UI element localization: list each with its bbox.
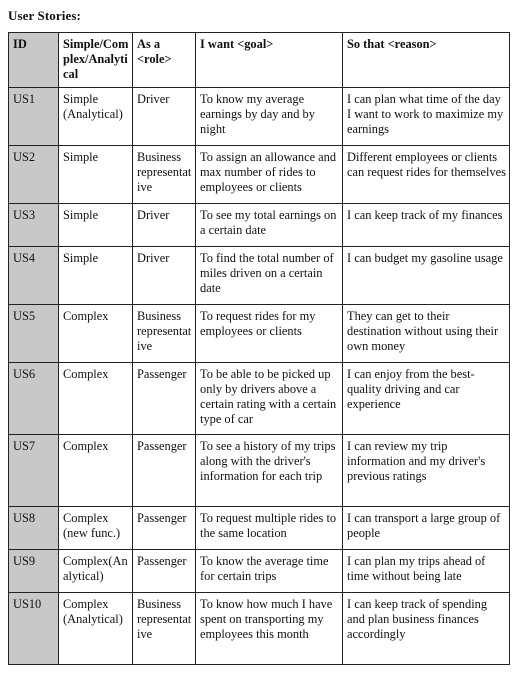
column-header-type: Simple/Complex/Analytical <box>59 33 133 88</box>
table-row <box>9 305 510 363</box>
cell-role: Business representative <box>133 305 196 363</box>
table-row <box>9 593 510 665</box>
cell-id: US9 <box>9 550 59 593</box>
table-row <box>9 435 510 507</box>
cell-goal: To see my total earnings on a certain date <box>196 204 343 247</box>
column-header-id: ID <box>9 33 59 88</box>
cell-goal: To be able to be picked up only by drivers above a certain rating with a certain type of car <box>196 363 343 435</box>
cell-goal: To request rides for my employees or clients <box>196 305 343 363</box>
cell-reason: I can transport a large group of people <box>343 507 510 550</box>
cell-role: Driver <box>133 88 196 146</box>
cell-goal: To know the average time for certain trips <box>196 550 343 593</box>
cell-type: Complex <box>59 305 133 363</box>
table-row <box>9 363 510 435</box>
table-row <box>9 507 510 550</box>
table-row <box>9 550 510 593</box>
table-row <box>9 146 510 204</box>
cell-id: US10 <box>9 593 59 665</box>
cell-type: Simple <box>59 204 133 247</box>
cell-role: Passenger <box>133 435 196 507</box>
cell-reason: I can plan my trips ahead of time without being late <box>343 550 510 593</box>
cell-id: US1 <box>9 88 59 146</box>
cell-reason: I can keep track of spending and plan business finances accordingly <box>343 593 510 665</box>
cell-reason: I can keep track of my finances <box>343 204 510 247</box>
cell-id: US5 <box>9 305 59 363</box>
cell-id: US6 <box>9 363 59 435</box>
user-stories-table <box>8 32 510 665</box>
cell-role: Passenger <box>133 363 196 435</box>
cell-id: US7 <box>9 435 59 507</box>
cell-role: Passenger <box>133 550 196 593</box>
cell-id: US2 <box>9 146 59 204</box>
cell-type: Simple (Analytical) <box>59 88 133 146</box>
cell-type: Simple <box>59 146 133 204</box>
cell-type: Complex <box>59 363 133 435</box>
cell-goal: To know my average earnings by day and by night <box>196 88 343 146</box>
table-row <box>9 88 510 146</box>
cell-reason: I can budget my gasoline usage <box>343 247 510 305</box>
column-header-role: As a <role> <box>133 33 196 88</box>
cell-type: Complex (Analytical) <box>59 593 133 665</box>
column-header-reason: So that <reason> <box>343 33 510 88</box>
cell-role: Driver <box>133 204 196 247</box>
cell-reason: They can get to their destination without using their own money <box>343 305 510 363</box>
cell-type: Complex <box>59 435 133 507</box>
cell-id: US3 <box>9 204 59 247</box>
table-row <box>9 247 510 305</box>
cell-type: Complex (new func.) <box>59 507 133 550</box>
page-heading: User Stories: <box>8 8 81 23</box>
cell-type: Simple <box>59 247 133 305</box>
cell-goal: To request multiple rides to the same location <box>196 507 343 550</box>
cell-id: US8 <box>9 507 59 550</box>
cell-role: Driver <box>133 247 196 305</box>
table-row <box>9 204 510 247</box>
cell-reason: I can enjoy from the best-quality driving and car experience <box>343 363 510 435</box>
cell-role: Passenger <box>133 507 196 550</box>
cell-role: Business representative <box>133 593 196 665</box>
table-header-row <box>9 33 510 88</box>
cell-goal: To know how much I have spent on transporting my employees this month <box>196 593 343 665</box>
cell-reason: Different employees or clients can request rides for themselves <box>343 146 510 204</box>
cell-goal: To assign an allowance and max number of rides to employees or clients <box>196 146 343 204</box>
column-header-goal: I want <goal> <box>196 33 343 88</box>
cell-goal: To find the total number of miles driven on a certain date <box>196 247 343 305</box>
cell-reason: I can plan what time of the day I want to work to maximize my earnings <box>343 88 510 146</box>
cell-type: Complex(Analytical) <box>59 550 133 593</box>
cell-goal: To see a history of my trips along with the driver's information for each trip <box>196 435 343 507</box>
cell-id: US4 <box>9 247 59 305</box>
cell-reason: I can review my trip information and my driver's previous ratings <box>343 435 510 507</box>
cell-role: Business representative <box>133 146 196 204</box>
